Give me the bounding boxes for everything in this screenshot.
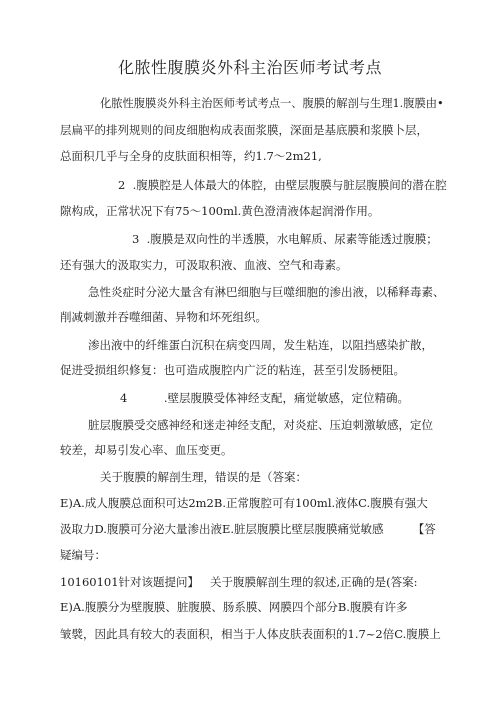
paragraph-line: 脏层腹膜受交感神经和迷走神经支配，对炎症、压迫刺激敏感，定位 [88,418,433,432]
paragraph-line: 化脓性腹膜炎外科主治医师考试考点一、腹膜的解剖与生理1.腹膜由• [100,97,444,110]
paragraph-line: 层扁平的排列规则的间皮细胞构成表面浆膜，深面是基底膜和浆膜卜层， [60,123,428,137]
paragraph-line: 4 .壁层腹膜受体神经支配，痛觉敏感，定位精确。 [120,391,410,405]
question-line: E)A.成人腹膜总面积可达2m2B.正常腹腔可有100ml.液体C.腹膜有强大 [60,496,428,510]
document-title: 化脓性腹膜炎外科主治医师考试考点 [117,58,382,77]
paragraph-line: 削减刺激并吞噬细菌、异物和坏死组织。 [60,310,267,324]
paragraph-line: 渗出液中的纤维蛋白沉积在病变四周，发生粘连，以阻挡感染扩散， [88,338,433,352]
paragraph-line: 促进受损组织修复：也可造成腹腔内广泛的粘连，甚至引发肠梗阻。 [60,363,405,377]
question-line: 皱襞，因此具有较大的表面积，相当于人体皮肤表面积的1.7~2倍C.腹膜上 [60,627,441,641]
question-line: 10160101针对该题提问】 关于腹膜解剖生理的叙述,正确的是(答案: [60,575,418,589]
paragraph-line: 总面积几乎与全身的皮肤面积相等，约1.7～2m21, [60,149,322,163]
paragraph-line: 还有强大的汲取实力，可汲取积液、血液、空气和毒素。 [60,258,348,272]
paragraph-line: 隙构成，正常状况下有75～100ml.黄色澄清液体起润滑作用。 [60,204,380,218]
question-line: 关于腹膜的解剖生理，错误的是（答案： [100,470,307,484]
paragraph-line: 3 .腹膜是双向性的半透膜，水电解质、尿素等能透过腹膜； [132,232,438,246]
paragraph-line: 2 .腹膜腔是人体最大的体腔，由壁层腹膜与脏层腹膜间的潜在腔 [118,178,447,192]
question-line: E)A.腹膜分为壁腹膜、脏腹膜、肠系膜、网膜四个部分B.腹膜有许多 [60,600,408,614]
question-line: 疑编号： [60,548,106,562]
question-line: 汲取力D.腹膜可分泌大量渗出液E.脏层腹膜比壁层腹膜痛觉敏感 【答 [60,522,436,536]
paragraph-line: 急性炎症时分泌大量含有淋巴细胞与巨噬细胞的渗出液，以稀释毒素、 [88,285,445,299]
paragraph-line: 较差，却易引发心率、血压变更。 [60,443,233,457]
